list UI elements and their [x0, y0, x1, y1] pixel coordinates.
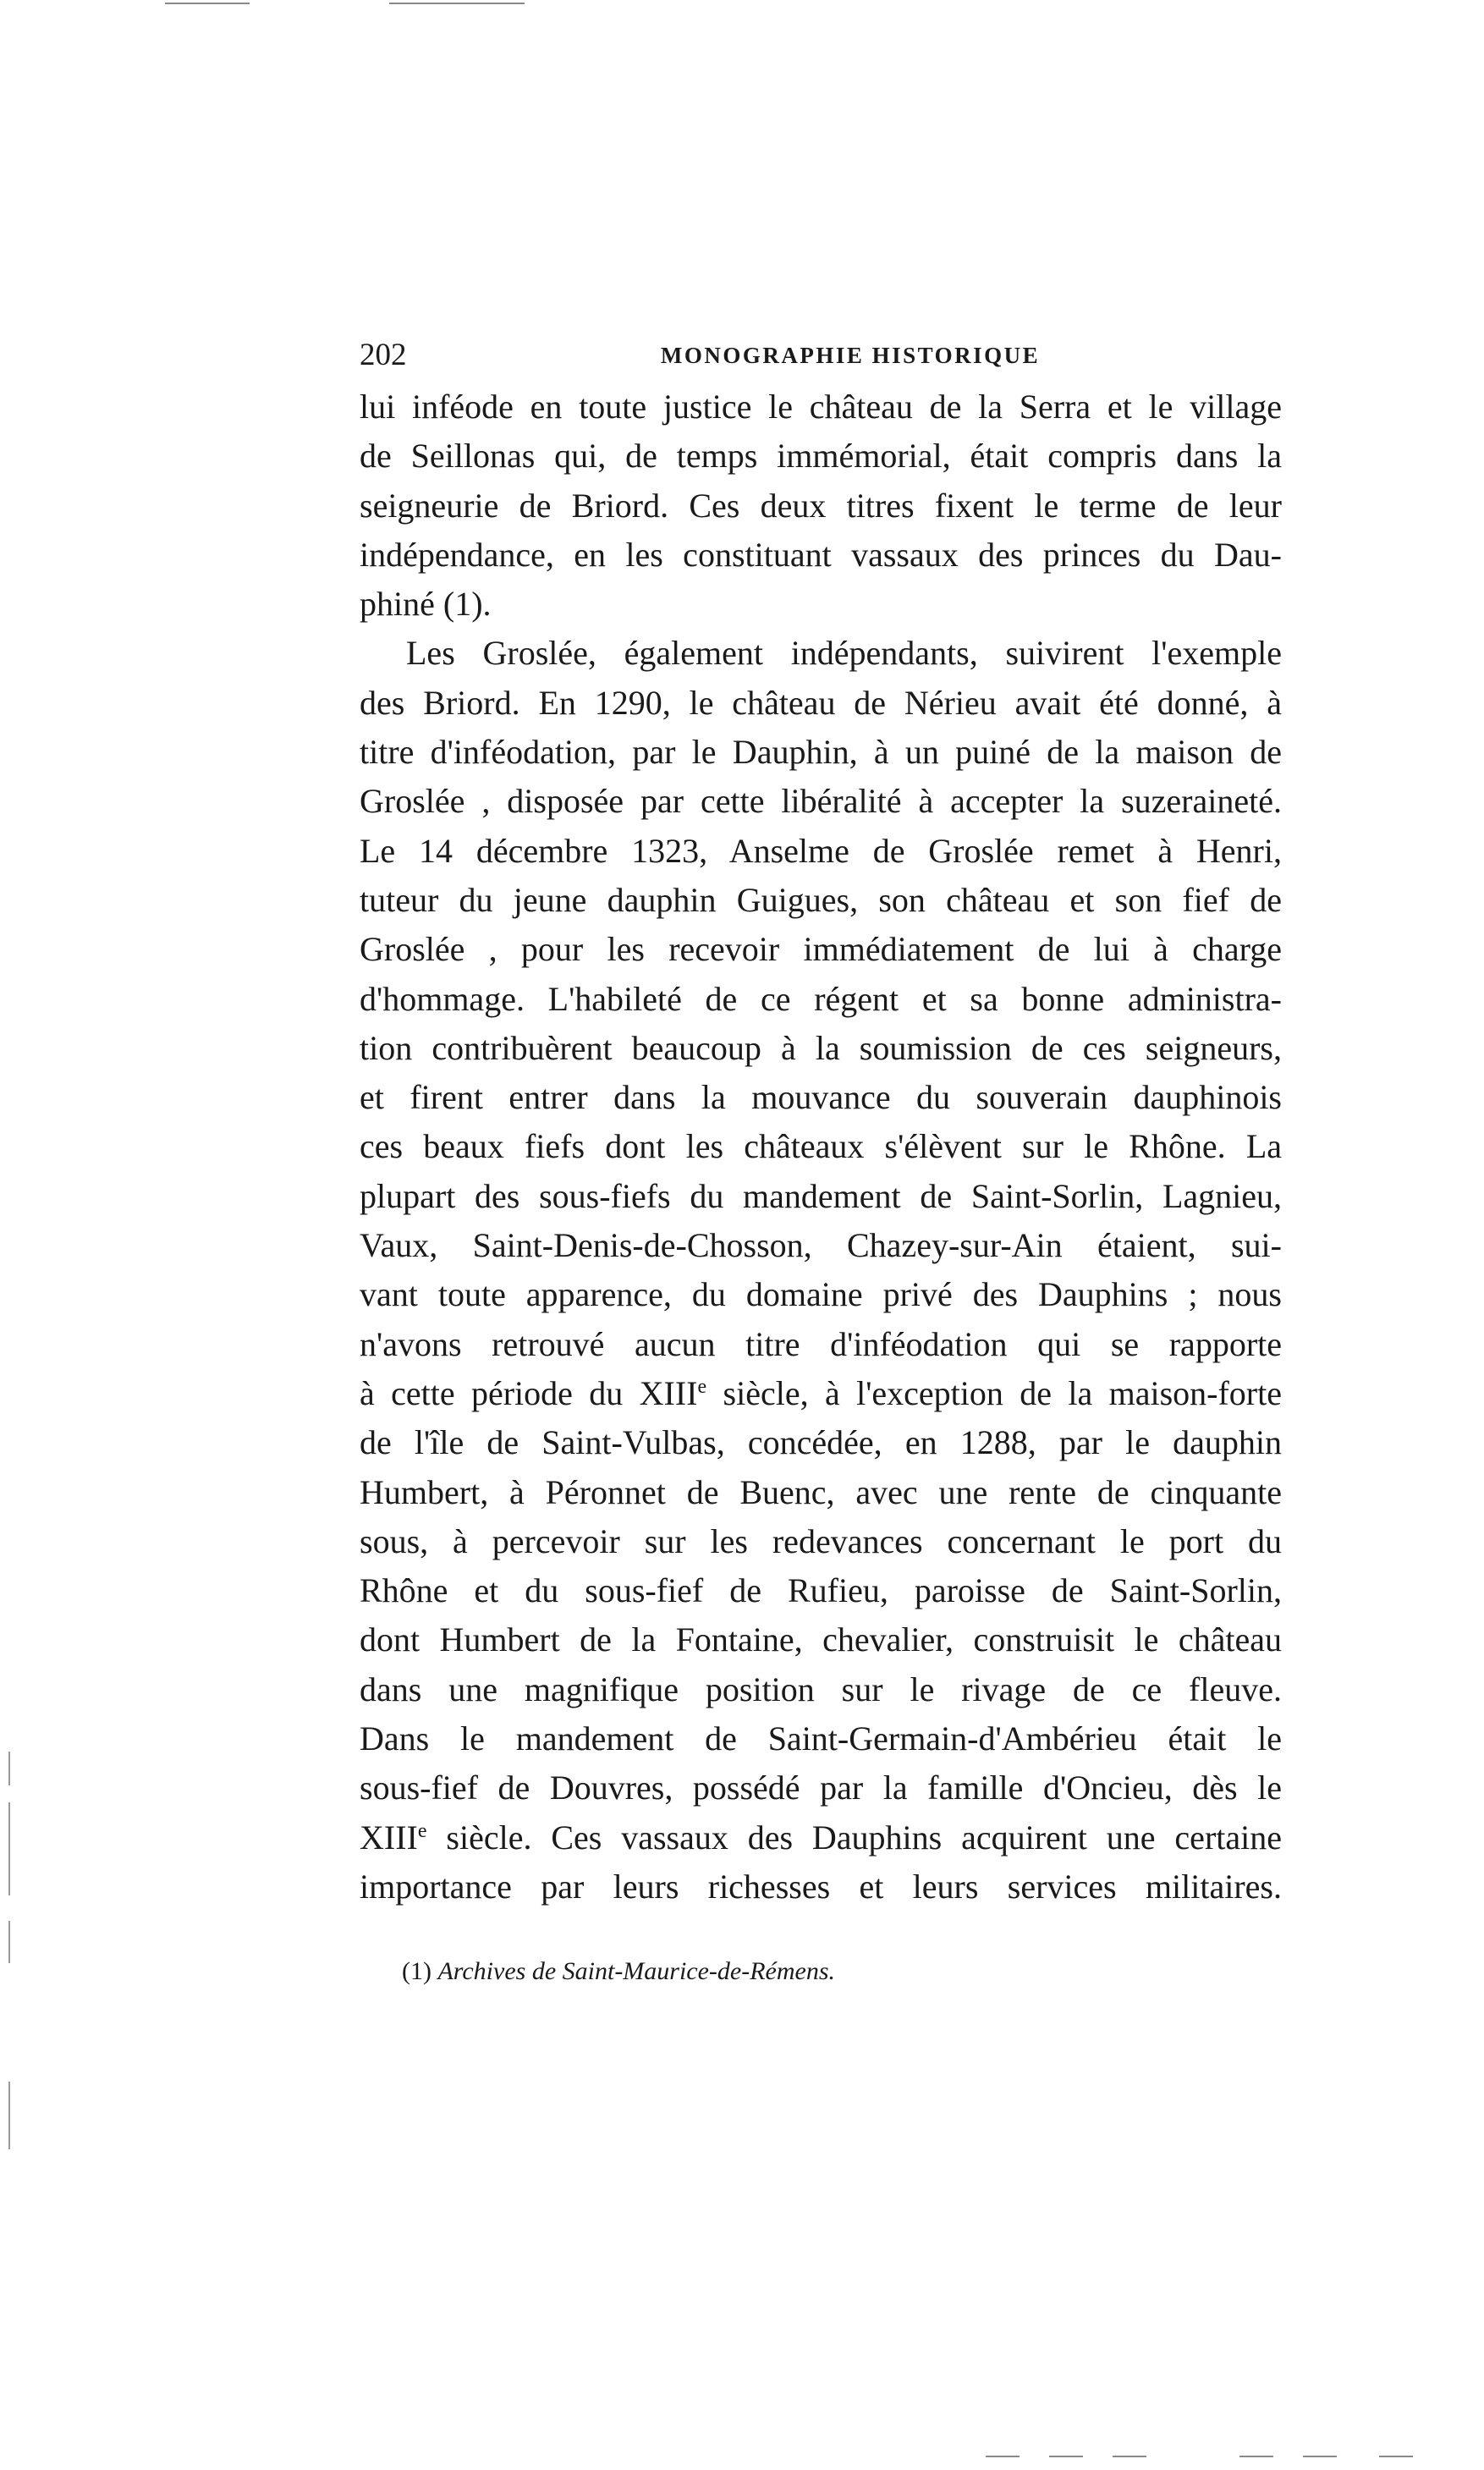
scan-edge-mark-2 — [8, 1802, 10, 1895]
text-line: sous, à percevoir sur les redevances concernant le port du — [360, 1521, 1282, 1560]
text-line: XIIIe siècle. Ces vassaux des Dauphins acquirent une certaine — [360, 1818, 1282, 1857]
text-line: tuteur du jeune dauphin Guigues, son château et son fief de — [360, 880, 1282, 919]
text-line: n'avons retrouvé aucun titre d'inféodation qui se rapporte — [360, 1324, 1282, 1363]
text-line: vant toute apparence, du domaine privé des Dauphins ; nous — [360, 1275, 1282, 1314]
scan-artifact-bottom-3 — [1113, 2456, 1146, 2457]
text-line: phiné (1). — [360, 585, 492, 624]
text-line: des Briord. En 1290, le château de Nérieu avait été donné, à — [360, 683, 1282, 722]
text-line: dont Humbert de la Fontaine, chevalier, construisit le château — [360, 1620, 1282, 1659]
text-line: plupart des sous-fiefs du mandement de Saint-Sorlin, Lagnieu, — [360, 1176, 1282, 1215]
text-line: Rhône et du sous-fief de Rufieu, paroisse de Saint-Sorlin, — [360, 1571, 1282, 1610]
body-text — [360, 382, 1282, 1912]
text-line: Groslée , pour les recevoir immédiatement de lui à charge — [360, 930, 1282, 969]
text-line: Groslée , disposée par cette libéralité à accepter la suzeraineté. — [360, 782, 1282, 821]
text-line: tion contribuèrent beaucoup à la soumission de ces seigneurs, — [360, 1028, 1282, 1067]
footnote — [402, 1953, 835, 1990]
text-line: à cette période du XIIIe siècle, à l'exception de la maison-forte — [360, 1373, 1282, 1412]
scan-artifact-top-left — [165, 3, 250, 4]
text-line: de l'île de Saint-Vulbas, concédée, en 1288, par le dauphin — [360, 1423, 1282, 1462]
footnote-source: Archives de Saint-Maurice-de-Rémens. — [437, 1957, 836, 1985]
text-line: seigneurie de Briord. Ces deux titres fixent le terme de leur — [360, 486, 1282, 525]
text-line: Le 14 décembre 1323, Anselme de Groslée remet à Henri, — [360, 831, 1282, 870]
text-line: titre d'inféodation, par le Dauphin, à un puiné de la maison de — [360, 733, 1282, 772]
scan-artifact-bottom-4 — [1239, 2456, 1273, 2457]
scan-edge-mark-3 — [8, 1921, 10, 1963]
page-number: 202 — [360, 338, 407, 372]
text-line: d'hommage. L'habileté de ce régent et sa bonne administra- — [360, 979, 1282, 1018]
text-line: Vaux, Saint-Denis-de-Chosson, Chazey-sur-Ain étaient, sui- — [360, 1226, 1282, 1265]
scan-edge-mark-1 — [8, 1752, 10, 1785]
page-header — [360, 334, 1282, 377]
scan-artifact-top-right — [389, 3, 525, 4]
text-line: dans une magnifique position sur le rivage de ce fleuve. — [360, 1670, 1282, 1708]
text-line: Humbert, à Péronnet de Buenc, avec une rente de cinquante — [360, 1472, 1282, 1511]
running-title: MONOGRAPHIE HISTORIQUE — [660, 343, 1041, 368]
scan-artifact-bottom-5 — [1303, 2456, 1337, 2457]
footnote-marker: (1) — [402, 1957, 431, 1985]
text-line: importance par leurs richesses et leurs services militaires. — [360, 1867, 1282, 1906]
scan-artifact-bottom-2 — [1049, 2456, 1083, 2457]
text-line: de Seillonas qui, de temps immémorial, était compris dans la — [360, 437, 1282, 476]
text-line: ces beaux fiefs dont les châteaux s'élèvent sur le Rhône. La — [360, 1127, 1282, 1166]
scan-artifact-bottom-6 — [1379, 2456, 1413, 2457]
text-line: Les Groslée, également indépendants, suivirent l'exemple — [406, 634, 1282, 673]
scan-artifact-bottom-1 — [986, 2456, 1020, 2457]
scan-edge-mark-4 — [8, 2082, 10, 2149]
text-line: Dans le mandement de Saint-Germain-d'Ambérieu était le — [360, 1719, 1282, 1758]
text-line: lui inféode en toute justice le château de la Serra et le village — [360, 388, 1282, 426]
text-line: et firent entrer dans la mouvance du souverain dauphinois — [360, 1078, 1282, 1117]
text-line: indépendance, en les constituant vassaux des princes du Dau- — [360, 535, 1282, 574]
text-line: sous-fief de Douvres, possédé par la famille d'Oncieu, dès le — [360, 1769, 1282, 1807]
